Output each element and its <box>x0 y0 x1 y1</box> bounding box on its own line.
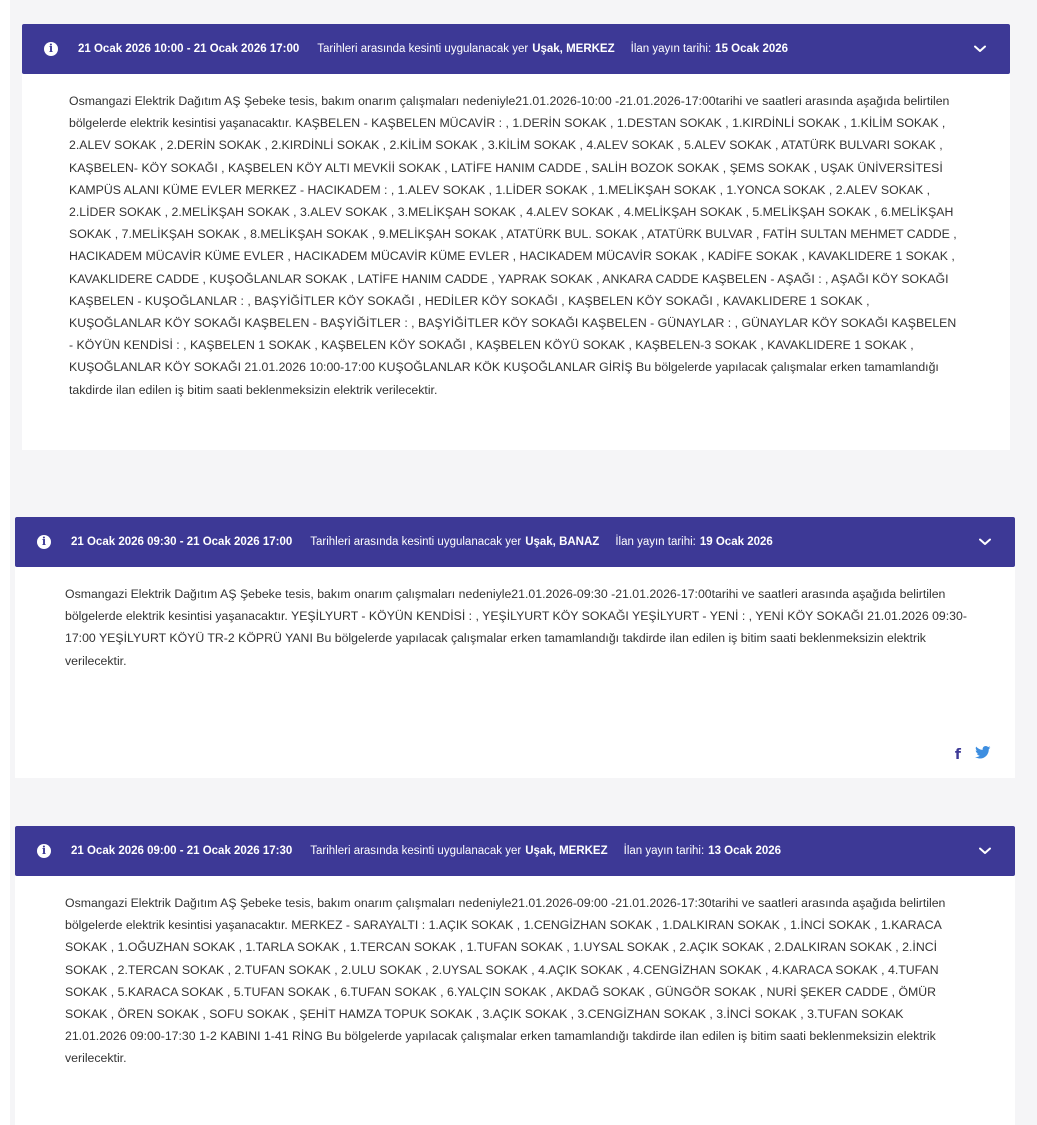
publish-date: 13 Ocak 2026 <box>708 845 782 857</box>
location: Uşak, MERKEZ <box>532 43 615 55</box>
card-body: Osmangazi Elektrik Dağıtım AŞ Şebeke tesis, bakım onarım çalışmaları nedeniyle21.01.2026-10:00 -21.01.2026-17:00tarihi ve saatleri arasında aşağıda belirtilen bölgelerde elektrik kesintisi yaşanacaktır. KAŞBELEN - KAŞBELEN MÜCAVİR : , 1.DERİN SOKAK , 1.DESTAN SOKAK , 1.KIRDİNLİ SOKAK , 1.KİLİM SOKAK , 2.ALEV SOKAK , 2.DERİN SOKAK , 2.KIRDİNLİ SOKAK , 2.KİLİM SOKAK , 3.KİLİM SOKAK , 4.ALEV SOKAK , 5.ALEV SOKAK , ATATÜRK BULVARI SOKAK , KAŞBELEN- KÖY SOKAĞI , KAŞBELEN KÖY ALTI MEVKİİ SOKAK , LATİFE HANIM CADDE , SALİH BOZOK SOKAK , ŞEMS SOKAK , UŞAK ÜNİVERSİTESİ KAMPÜS ALANI KÜME EVLER MERKEZ - HACIKADEM : , 1.ALEV SOKAK , 1.LİDER SOKAK , 1.MELİKŞAH SOKAK , 1.YONCA SOKAK , 2.ALEV SOKAK , 2.LİDER SOKAK , 2.MELİKŞAH SOKAK , 3.ALEV SOKAK , 3.MELİKŞAH SOKAK , 4.ALEV SOKAK , 4.MELİKŞAH SOKAK , 5.MELİKŞAH SOKAK , 6.MELİKŞAH SOKAK , 7.MELİKŞAH SOKAK , 8.MELİKŞAH SOKAK , 9.MELİKŞAH SOKAK , ATATÜRK BUL. SOKAK , ATATÜRK BULVAR , FATİH SULTAN MEHMET CADDE , HACIKADEM MÜCAVİR KÜME EVLER , HACIKADEM MÜCAVİR KÜME EVLER , HACIKADEM MÜCAVİR SOKAK , KADİFE SOKAK , KAVAKLIDERE 1 SOKAK , KAVAKLIDERE CADDE , KUŞOĞLANLAR SOKAK , LATİFE HANIM CADDE , YAPRAK SOKAK , ANKARA CADDE KAŞBELEN - AŞAĞI : , AŞAĞI KÖY SOKAĞI KAŞBELEN - KUŞOĞLANLAR : , BAŞYİĞİTLER KÖY SOKAĞI , HEDİLER KÖY SOKAĞI , KAŞBELEN KÖY SOKAĞI , KAVAKLIDERE 1 SOKAK , KUŞOĞLANLAR KÖY SOKAĞI KAŞBELEN - BAŞYİĞİTLER : , BAŞYİĞİTLER KÖY SOKAĞI KAŞBELEN - GÜNAYLAR : , GÜNAYLAR KÖY SOKAĞI KAŞBELEN - KÖYÜN KENDİSİ : , KAŞBELEN 1 SOKAK , KAŞBELEN KÖY SOKAĞI , KAŞBELEN KÖYÜ SOKAK , KAŞBELEN-3 SOKAK , KAVAKLIDERE 1 SOKAK , KUŞOĞLANLAR KÖY SOKAĞI 21.01.2026 10:00-17:00 KUŞOĞLANLAR KÖK KUŞOĞLANLAR GİRİŞ Bu bölgelerde yapılacak çalışmalar erken tamamlandığı takdirde ilan edilen iş bitim saati beklenmeksizin elektrik verilecektir. <box>69 94 957 397</box>
publish-label: İlan yayın tarihi: <box>623 845 705 857</box>
publish-date: 19 Ocak 2026 <box>699 536 773 548</box>
chevron-down-icon[interactable] <box>977 843 993 859</box>
chevron-down-icon[interactable] <box>977 534 993 550</box>
facebook-icon[interactable]: f <box>954 747 961 763</box>
outage-card <box>15 517 1015 778</box>
outage-card <box>15 826 1015 1125</box>
location: Uşak, BANAZ <box>525 536 600 548</box>
card-body: Osmangazi Elektrik Dağıtım AŞ Şebeke tesis, bakım onarım çalışmaları nedeniyle21.01.2026-09:00 -21.01.2026-17:30tarihi ve saatleri arasında aşağıda belirtilen bölgelerde elektrik kesintisi yaşanacaktır. MERKEZ - SARAYALTI : 1.AÇIK SOKAK , 1.CENGİZHAN SOKAK , 1.DALKIRAN SOKAK , 1.İNCİ SOKAK , 1.KARACA SOKAK , 1.OĞUZHAN SOKAK , 1.TARLA SOKAK , 1.TERCAN SOKAK , 1.TUFAN SOKAK , 1.UYSAL SOKAK , 2.AÇIK SOKAK , 2.DALKIRAN SOKAK , 2.İNCİ SOKAK , 2.TERCAN SOKAK , 2.TUFAN SOKAK , 2.ULU SOKAK , 2.UYSAL SOKAK , 4.AÇIK SOKAK , 4.CENGİZHAN SOKAK , 4.KARACA SOKAK , 4.TUFAN SOKAK , 5.KARACA SOKAK , 5.TUFAN SOKAK , 6.TUFAN SOKAK , 6.YALÇIN SOKAK , AKDAĞ SOKAK , GÜNGÖR SOKAK , NURİ ŞEKER CADDE , ÖMÜR SOKAK , ÖREN SOKAK , SOFU SOKAK , ŞEHİT HAMZA TOPUK SOKAK , 3.AÇIK SOKAK , 3.CENGİZHAN SOKAK , 3.İNCİ SOKAK , 3.TUFAN SOKAK 21.01.2026 09:00-17:30 1-2 KABINI 1-41 RİNG Bu bölgelerde yapılacak çalışmalar erken tamamlandığı takdirde ilan edilen iş bitim saati beklenmeksizin elektrik verilecektir. <box>65 896 946 1066</box>
chevron-down-icon[interactable] <box>972 41 988 57</box>
info-icon: i <box>37 535 51 549</box>
card-body: Osmangazi Elektrik Dağıtım AŞ Şebeke tesis, bakım onarım çalışmaları nedeniyle21.01.2026-09:30 -21.01.2026-17:00tarihi ve saatleri arasında aşağıda belirtilen bölgelerde elektrik kesintisi yaşanacaktır. YEŞİLYURT - KÖYÜN KENDİSİ : , YEŞİLYURT KÖY SOKAĞI YEŞİLYURT - YENİ : , YENİ KÖY SOKAĞI 21.01.2026 09:30-17:00 YEŞİLYURT KÖYÜ TR-2 KÖPRÜ YANI Bu bölgelerde yapılacak çalışmalar erken tamamlandığı takdirde ilan edilen iş bitim saati beklenmeksizin elektrik verilecektir. <box>65 587 967 668</box>
date-range: 21 Ocak 2026 10:00 - 21 Ocak 2026 17:00 <box>78 43 300 55</box>
publish-label: İlan yayın tarihi: <box>615 536 696 548</box>
between-text: Tarihleri arasında kesinti uygulanacak yer <box>310 845 522 857</box>
info-icon: i <box>37 844 51 858</box>
social-share <box>955 746 991 764</box>
location: Uşak, MERKEZ <box>525 845 608 857</box>
card-header[interactable] <box>15 826 1015 876</box>
info-icon: i <box>44 42 58 56</box>
publish-date: 15 Ocak 2026 <box>715 43 789 55</box>
between-text: Tarihleri arasında kesinti uygulanacak yer <box>317 43 529 55</box>
date-range: 21 Ocak 2026 09:30 - 21 Ocak 2026 17:00 <box>71 536 293 548</box>
twitter-icon[interactable] <box>975 746 991 764</box>
card-header[interactable] <box>15 517 1015 567</box>
between-text: Tarihleri arasında kesinti uygulanacak yer <box>310 536 522 548</box>
outage-card <box>22 24 1010 450</box>
publish-label: İlan yayın tarihi: <box>630 43 712 55</box>
card-header[interactable] <box>22 24 1010 74</box>
date-range: 21 Ocak 2026 09:00 - 21 Ocak 2026 17:30 <box>71 845 293 857</box>
left-strip <box>0 0 10 1125</box>
